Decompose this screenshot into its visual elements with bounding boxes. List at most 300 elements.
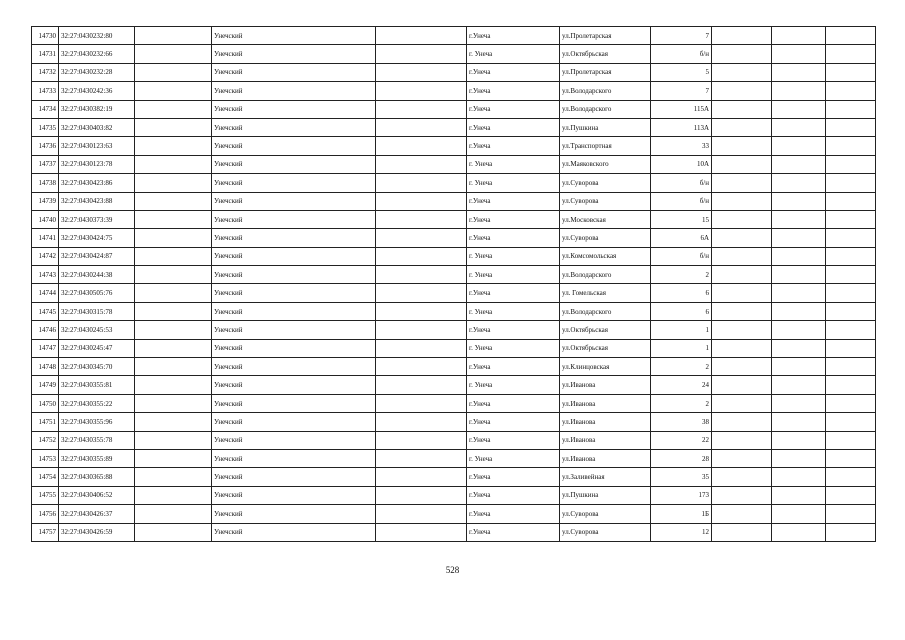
empty-column-11-cell [826,431,876,449]
district-cell: Унечский [212,137,376,155]
empty-column-3-cell [135,413,212,431]
row-number-cell: 14755 [32,486,59,504]
empty-column-10-cell [772,27,826,45]
cadastral-number-cell: 32:27:0430382:19 [59,100,135,118]
empty-column-5-cell [376,284,467,302]
empty-column-11-cell [826,266,876,284]
row-number-cell: 14739 [32,192,59,210]
street-cell: ул.Суворова [560,523,651,541]
cadastral-number-cell: 32:27:0430345:70 [59,358,135,376]
street-cell: ул.Комсомольская [560,247,651,265]
district-cell: Унечский [212,100,376,118]
city-cell: г.Унеча [467,210,560,228]
cadastral-number-cell: 32:27:0430373:39 [59,210,135,228]
district-cell: Унечский [212,376,376,394]
table-row [32,321,876,339]
table-row [32,192,876,210]
cadastral-number-cell: 32:27:0430423:86 [59,174,135,192]
cadastral-number-cell: 32:27:0430245:47 [59,339,135,357]
empty-column-10-cell [772,468,826,486]
empty-column-3-cell [135,339,212,357]
row-number-cell: 14733 [32,82,59,100]
empty-column-11-cell [826,100,876,118]
row-number-cell: 14752 [32,431,59,449]
empty-column-5-cell [376,376,467,394]
empty-column-10-cell [772,358,826,376]
empty-column-3-cell [135,394,212,412]
city-cell: г. Унеча [467,174,560,192]
cadastral-number-cell: 32:27:0430123:78 [59,155,135,173]
empty-column-10-cell [772,45,826,63]
district-cell: Унечский [212,229,376,247]
street-cell: ул.Пролетарская [560,63,651,81]
city-cell: г.Унеча [467,27,560,45]
city-cell: г.Унеча [467,523,560,541]
row-number-cell: 14756 [32,505,59,523]
empty-column-10-cell [772,82,826,100]
empty-column-11-cell [826,192,876,210]
empty-column-3-cell [135,266,212,284]
empty-column-9-cell [712,486,772,504]
street-cell: ул.Иванова [560,394,651,412]
table-row [32,486,876,504]
empty-column-3-cell [135,321,212,339]
district-cell: Унечский [212,82,376,100]
district-cell: Унечский [212,247,376,265]
district-cell: Унечский [212,63,376,81]
cadastral-number-cell: 32:27:0430355:81 [59,376,135,394]
street-cell: ул.Суворова [560,174,651,192]
table-row [32,229,876,247]
empty-column-9-cell [712,45,772,63]
empty-column-3-cell [135,45,212,63]
table-row [32,118,876,136]
cadastral-number-cell: 32:27:0430232:66 [59,45,135,63]
table-row [32,376,876,394]
row-number-cell: 14745 [32,302,59,320]
district-cell: Унечский [212,449,376,467]
empty-column-5-cell [376,192,467,210]
row-number-cell: 14731 [32,45,59,63]
empty-column-10-cell [772,266,826,284]
empty-column-11-cell [826,394,876,412]
cadastral-number-cell: 32:27:0430355:22 [59,394,135,412]
table-row [32,431,876,449]
cadastral-number-cell: 32:27:0430426:59 [59,523,135,541]
table-row [32,302,876,320]
empty-column-3-cell [135,449,212,467]
house-number-cell: 6 [651,284,712,302]
house-number-cell: 115А [651,100,712,118]
empty-column-11-cell [826,137,876,155]
empty-column-11-cell [826,210,876,228]
empty-column-10-cell [772,118,826,136]
street-cell: ул.Транспортная [560,137,651,155]
table-row [32,174,876,192]
table-body [32,27,876,542]
empty-column-10-cell [772,486,826,504]
street-cell: ул.Пушкина [560,118,651,136]
empty-column-5-cell [376,266,467,284]
empty-column-5-cell [376,394,467,412]
empty-column-5-cell [376,174,467,192]
district-cell: Унечский [212,210,376,228]
street-cell: ул.Пушкина [560,486,651,504]
house-number-cell: 15 [651,210,712,228]
house-number-cell: 6 [651,302,712,320]
street-cell: ул.Иванова [560,376,651,394]
house-number-cell: 2 [651,358,712,376]
empty-column-3-cell [135,210,212,228]
empty-column-11-cell [826,63,876,81]
house-number-cell: 7 [651,82,712,100]
street-cell: ул.Маяковского [560,155,651,173]
table-row [32,505,876,523]
row-number-cell: 14751 [32,413,59,431]
empty-column-9-cell [712,266,772,284]
city-cell: г. Унеча [467,449,560,467]
city-cell: г. Унеча [467,247,560,265]
house-number-cell: 1 [651,321,712,339]
house-number-cell: б/н [651,45,712,63]
empty-column-3-cell [135,155,212,173]
house-number-cell: 173 [651,486,712,504]
house-number-cell: 7 [651,27,712,45]
district-cell: Унечский [212,339,376,357]
house-number-cell: 12 [651,523,712,541]
empty-column-5-cell [376,431,467,449]
empty-column-11-cell [826,376,876,394]
empty-column-9-cell [712,394,772,412]
empty-column-3-cell [135,247,212,265]
empty-column-5-cell [376,27,467,45]
empty-column-11-cell [826,45,876,63]
house-number-cell: 1Б [651,505,712,523]
empty-column-3-cell [135,486,212,504]
cadastral-number-cell: 32:27:0430232:80 [59,27,135,45]
row-number-cell: 14742 [32,247,59,265]
empty-column-11-cell [826,247,876,265]
empty-column-3-cell [135,431,212,449]
empty-column-9-cell [712,247,772,265]
cadastral-number-cell: 32:27:0430423:88 [59,192,135,210]
table-row [32,358,876,376]
house-number-cell: 2 [651,394,712,412]
empty-column-10-cell [772,229,826,247]
empty-column-5-cell [376,82,467,100]
street-cell: ул.Суворова [560,505,651,523]
house-number-cell: 35 [651,468,712,486]
empty-column-3-cell [135,174,212,192]
empty-column-9-cell [712,505,772,523]
house-number-cell: б/н [651,174,712,192]
district-cell: Унечский [212,27,376,45]
district-cell: Унечский [212,486,376,504]
empty-column-5-cell [376,468,467,486]
empty-column-9-cell [712,284,772,302]
street-cell: ул.Иванова [560,431,651,449]
row-number-cell: 14730 [32,27,59,45]
empty-column-11-cell [826,339,876,357]
table-row [32,137,876,155]
empty-column-3-cell [135,192,212,210]
district-cell: Унечский [212,302,376,320]
city-cell: г.Унеча [467,413,560,431]
table-row [32,155,876,173]
empty-column-3-cell [135,376,212,394]
empty-column-5-cell [376,100,467,118]
empty-column-9-cell [712,210,772,228]
empty-column-11-cell [826,284,876,302]
empty-column-11-cell [826,27,876,45]
empty-column-10-cell [772,192,826,210]
empty-column-11-cell [826,413,876,431]
empty-column-9-cell [712,413,772,431]
cadastral-number-cell: 32:27:0430315:78 [59,302,135,320]
table-row [32,523,876,541]
city-cell: г. Унеча [467,155,560,173]
table-row [32,413,876,431]
row-number-cell: 14757 [32,523,59,541]
empty-column-10-cell [772,100,826,118]
district-cell: Унечский [212,413,376,431]
street-cell: ул.Клинцовская [560,358,651,376]
cadastral-number-cell: 32:27:0430403:82 [59,118,135,136]
empty-column-9-cell [712,523,772,541]
city-cell: г.Унеча [467,229,560,247]
street-cell: ул.Октябрьская [560,321,651,339]
empty-column-10-cell [772,505,826,523]
empty-column-3-cell [135,63,212,81]
registry-table [31,26,876,542]
empty-column-5-cell [376,505,467,523]
city-cell: г.Унеча [467,321,560,339]
empty-column-9-cell [712,155,772,173]
empty-column-5-cell [376,523,467,541]
row-number-cell: 14737 [32,155,59,173]
row-number-cell: 14738 [32,174,59,192]
district-cell: Унечский [212,431,376,449]
empty-column-3-cell [135,284,212,302]
empty-column-11-cell [826,174,876,192]
empty-column-3-cell [135,505,212,523]
table-row [32,468,876,486]
street-cell: ул.Пролетарская [560,27,651,45]
row-number-cell: 14749 [32,376,59,394]
house-number-cell: б/н [651,247,712,265]
table-row [32,339,876,357]
empty-column-5-cell [376,413,467,431]
street-cell: ул.Октябрьская [560,45,651,63]
empty-column-10-cell [772,413,826,431]
empty-column-11-cell [826,302,876,320]
empty-column-11-cell [826,321,876,339]
empty-column-10-cell [772,523,826,541]
row-number-cell: 14741 [32,229,59,247]
empty-column-9-cell [712,302,772,320]
city-cell: г. Унеча [467,266,560,284]
row-number-cell: 14743 [32,266,59,284]
empty-column-5-cell [376,449,467,467]
empty-column-9-cell [712,192,772,210]
empty-column-9-cell [712,449,772,467]
empty-column-5-cell [376,155,467,173]
empty-column-11-cell [826,82,876,100]
empty-column-10-cell [772,302,826,320]
city-cell: г.Унеча [467,358,560,376]
empty-column-10-cell [772,376,826,394]
cadastral-number-cell: 32:27:0430355:89 [59,449,135,467]
cadastral-number-cell: 32:27:0430424:87 [59,247,135,265]
cadastral-number-cell: 32:27:0430426:37 [59,505,135,523]
row-number-cell: 14735 [32,118,59,136]
empty-column-5-cell [376,229,467,247]
empty-column-9-cell [712,468,772,486]
empty-column-9-cell [712,431,772,449]
city-cell: г.Унеча [467,137,560,155]
district-cell: Унечский [212,174,376,192]
empty-column-3-cell [135,468,212,486]
row-number-cell: 14732 [32,63,59,81]
empty-column-3-cell [135,118,212,136]
empty-column-11-cell [826,468,876,486]
empty-column-3-cell [135,523,212,541]
empty-column-11-cell [826,449,876,467]
city-cell: г.Унеча [467,118,560,136]
empty-column-10-cell [772,247,826,265]
empty-column-5-cell [376,45,467,63]
city-cell: г.Унеча [467,468,560,486]
cadastral-number-cell: 32:27:0430424:75 [59,229,135,247]
empty-column-3-cell [135,358,212,376]
empty-column-9-cell [712,321,772,339]
empty-column-5-cell [376,486,467,504]
cadastral-number-cell: 32:27:0430242:36 [59,82,135,100]
city-cell: г.Унеча [467,82,560,100]
row-number-cell: 14750 [32,394,59,412]
row-number-cell: 14747 [32,339,59,357]
house-number-cell: 6А [651,229,712,247]
district-cell: Унечский [212,118,376,136]
empty-column-11-cell [826,155,876,173]
cadastral-number-cell: 32:27:0430406:52 [59,486,135,504]
row-number-cell: 14753 [32,449,59,467]
row-number-cell: 14744 [32,284,59,302]
empty-column-9-cell [712,137,772,155]
empty-column-3-cell [135,137,212,155]
house-number-cell: 33 [651,137,712,155]
district-cell: Унечский [212,505,376,523]
house-number-cell: 113А [651,118,712,136]
city-cell: г.Унеча [467,486,560,504]
cadastral-number-cell: 32:27:0430244:38 [59,266,135,284]
city-cell: г.Унеча [467,394,560,412]
street-cell: ул.Московская [560,210,651,228]
empty-column-9-cell [712,229,772,247]
city-cell: г.Унеча [467,100,560,118]
empty-column-9-cell [712,100,772,118]
empty-column-10-cell [772,210,826,228]
empty-column-11-cell [826,229,876,247]
district-cell: Унечский [212,523,376,541]
house-number-cell: 2 [651,266,712,284]
district-cell: Унечский [212,394,376,412]
district-cell: Унечский [212,266,376,284]
table-row [32,394,876,412]
empty-column-5-cell [376,137,467,155]
table-row [32,27,876,45]
empty-column-11-cell [826,118,876,136]
empty-column-9-cell [712,118,772,136]
empty-column-10-cell [772,321,826,339]
empty-column-5-cell [376,339,467,357]
street-cell: ул.Суворова [560,229,651,247]
street-cell: ул.Иванова [560,449,651,467]
city-cell: г.Унеча [467,505,560,523]
district-cell: Унечский [212,321,376,339]
empty-column-3-cell [135,27,212,45]
empty-column-3-cell [135,100,212,118]
cadastral-number-cell: 32:27:0430245:53 [59,321,135,339]
street-cell: ул.Володарского [560,100,651,118]
house-number-cell: 38 [651,413,712,431]
district-cell: Унечский [212,155,376,173]
empty-column-10-cell [772,155,826,173]
row-number-cell: 14754 [32,468,59,486]
table-row [32,210,876,228]
district-cell: Унечский [212,284,376,302]
empty-column-9-cell [712,174,772,192]
district-cell: Унечский [212,468,376,486]
street-cell: ул.Октябрьская [560,339,651,357]
house-number-cell: 24 [651,376,712,394]
empty-column-10-cell [772,339,826,357]
empty-column-5-cell [376,210,467,228]
table-row [32,449,876,467]
table-row [32,284,876,302]
empty-column-11-cell [826,486,876,504]
table-row [32,266,876,284]
cadastral-number-cell: 32:27:0430355:78 [59,431,135,449]
cadastral-number-cell: 32:27:0430123:63 [59,137,135,155]
empty-column-9-cell [712,82,772,100]
empty-column-11-cell [826,358,876,376]
page-number: 528 [445,565,460,575]
city-cell: г.Унеча [467,192,560,210]
empty-column-5-cell [376,63,467,81]
cadastral-number-cell: 32:27:0430355:96 [59,413,135,431]
empty-column-5-cell [376,247,467,265]
district-cell: Унечский [212,45,376,63]
row-number-cell: 14736 [32,137,59,155]
empty-column-10-cell [772,137,826,155]
empty-column-9-cell [712,27,772,45]
empty-column-10-cell [772,63,826,81]
table-row [32,63,876,81]
empty-column-11-cell [826,505,876,523]
empty-column-11-cell [826,523,876,541]
city-cell: г. Унеча [467,339,560,357]
table-row [32,100,876,118]
city-cell: г. Унеча [467,302,560,320]
street-cell: ул.Суворова [560,192,651,210]
street-cell: ул.Иванова [560,413,651,431]
city-cell: г.Унеча [467,63,560,81]
cadastral-number-cell: 32:27:0430232:28 [59,63,135,81]
empty-column-10-cell [772,394,826,412]
empty-column-5-cell [376,358,467,376]
empty-column-9-cell [712,376,772,394]
